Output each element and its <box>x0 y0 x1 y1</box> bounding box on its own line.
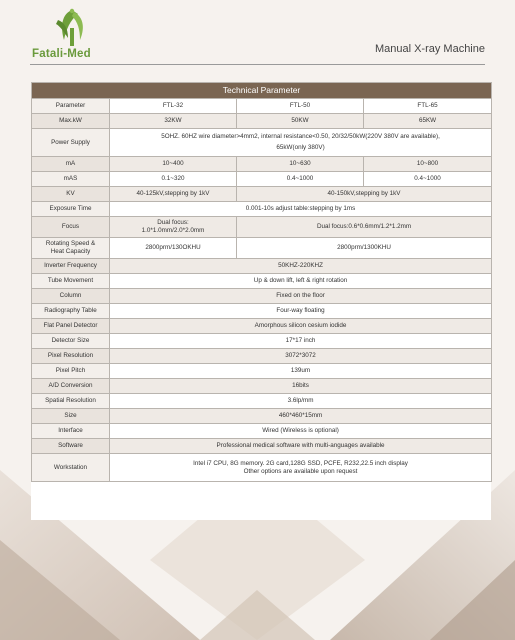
cell-line: 1.0*1.0mm/2.0*2.0mm <box>141 227 205 234</box>
table-row <box>32 157 492 172</box>
table-cell: 10~630 <box>237 157 364 172</box>
row-label: Inverter Frequency <box>32 259 110 274</box>
cell-line: Dual focus: <box>157 219 189 227</box>
table-cell: 139um <box>110 364 492 379</box>
spec-sheet <box>31 82 491 520</box>
table-row <box>32 187 492 202</box>
table-row <box>32 114 492 129</box>
table-row <box>32 238 492 259</box>
row-label: Parameter <box>32 99 110 114</box>
row-label: Pixel Resolution <box>32 349 110 364</box>
row-label: Focus <box>32 217 110 238</box>
table-cell: FTL-65 <box>364 99 492 114</box>
row-label: Tube Movement <box>32 274 110 289</box>
table-title-row <box>32 83 492 99</box>
table-cell: Professional medical software with multi-anguages available <box>110 439 492 454</box>
table-row <box>32 289 492 304</box>
table-cell: Four-way floating <box>110 304 492 319</box>
table-cell: 460*460*15mm <box>110 409 492 424</box>
table-row <box>32 319 492 334</box>
table-cell: Amorphous silicon cesium iodide <box>110 319 492 334</box>
table-row <box>32 99 492 114</box>
table-row <box>32 424 492 439</box>
table-cell <box>110 217 237 238</box>
table-row <box>32 349 492 364</box>
row-label: Flat Panel Detector <box>32 319 110 334</box>
document-title: Manual X-ray Machine <box>374 43 485 55</box>
row-label: Detector Size <box>32 334 110 349</box>
header-divider <box>30 64 485 65</box>
table-cell: 10~400 <box>110 157 237 172</box>
table-cell: 0.4~1000 <box>364 172 492 187</box>
row-label: mAS <box>32 172 110 187</box>
row-label: Radiography Table <box>32 304 110 319</box>
table-row <box>32 409 492 424</box>
table-row <box>32 379 492 394</box>
table-cell: Fixed on the floor <box>110 289 492 304</box>
row-label: Exposure Time <box>32 202 110 217</box>
cell-line: Other options are available upon request <box>243 467 358 475</box>
table-cell: Wired (Wireless is optional) <box>110 424 492 439</box>
technical-parameter-table <box>31 82 492 482</box>
table-cell: 0.1~320 <box>110 172 237 187</box>
table-row <box>32 304 492 319</box>
row-label: Spatial Resolution <box>32 394 110 409</box>
row-label: mA <box>32 157 110 172</box>
table-row <box>32 439 492 454</box>
label-line: Heat Capacity <box>50 248 91 255</box>
row-label: Workstation <box>32 454 110 482</box>
table-cell: 3.6lp/mm <box>110 394 492 409</box>
row-label: Max.kW <box>32 114 110 129</box>
row-label: Interface <box>32 424 110 439</box>
table-cell: 2800prm/130OKHU <box>110 238 237 259</box>
table-row <box>32 274 492 289</box>
row-label: Column <box>32 289 110 304</box>
table-cell: 0.4~1000 <box>237 172 364 187</box>
row-label: Power Supply <box>32 129 110 157</box>
row-label <box>32 238 110 259</box>
table-row <box>32 334 492 349</box>
logo-mark-icon <box>52 6 92 48</box>
table-cell: FTL-32 <box>110 99 237 114</box>
table-row <box>32 259 492 274</box>
brand-name: Fatali-Med <box>32 48 91 60</box>
table-row <box>32 217 492 238</box>
table-cell: 40-125kV,stepping by 1kV <box>110 187 237 202</box>
table-row <box>32 129 492 157</box>
table-row <box>32 364 492 379</box>
company-logo <box>24 6 124 68</box>
table-cell: 32KW <box>110 114 237 129</box>
table-title: Technical Parameter <box>32 83 492 99</box>
row-label: Size <box>32 409 110 424</box>
table-cell: 16bits <box>110 379 492 394</box>
table-cell: 10~800 <box>364 157 492 172</box>
row-label: Software <box>32 439 110 454</box>
table-cell: 2800prm/1300KHU <box>237 238 492 259</box>
table-cell: 0.001-10s adjust table:stepping by 1ms <box>110 202 492 217</box>
table-cell: 3072*3072 <box>110 349 492 364</box>
table-cell: 65KW <box>364 114 492 129</box>
table-row <box>32 172 492 187</box>
table-cell: Dual focus:0.6*0.6mm/1.2*1.2mm <box>237 217 492 238</box>
cell-line: 5OHZ. 60HZ wire diameter>4mm2, internal resistance<0.50, 20/32/50kW(220V 380V are available), <box>161 133 440 141</box>
cell-line: Intel i7 CPU, 8G memory. 2G card,128G SSD, PCFE, R232,22.5 inch display <box>193 459 408 467</box>
table-cell <box>110 129 492 157</box>
table-row <box>32 454 492 482</box>
label-line: Rotating Speed & <box>45 240 96 248</box>
table-cell <box>110 454 492 482</box>
table-row <box>32 202 492 217</box>
table-cell: 50KW <box>237 114 364 129</box>
table-cell: FTL-50 <box>237 99 364 114</box>
table-row <box>32 394 492 409</box>
page-header <box>0 0 515 80</box>
table-cell: 17*17 inch <box>110 334 492 349</box>
table-cell: 40-150kV,stepping by 1kV <box>237 187 492 202</box>
table-cell: Up & down lift, left & right rotation <box>110 274 492 289</box>
cell-line: 65kW(only 380V) <box>276 144 325 151</box>
row-label: KV <box>32 187 110 202</box>
row-label: Pixel Pitch <box>32 364 110 379</box>
table-cell: 50KHZ-220KHZ <box>110 259 492 274</box>
row-label: A/D Conversion <box>32 379 110 394</box>
